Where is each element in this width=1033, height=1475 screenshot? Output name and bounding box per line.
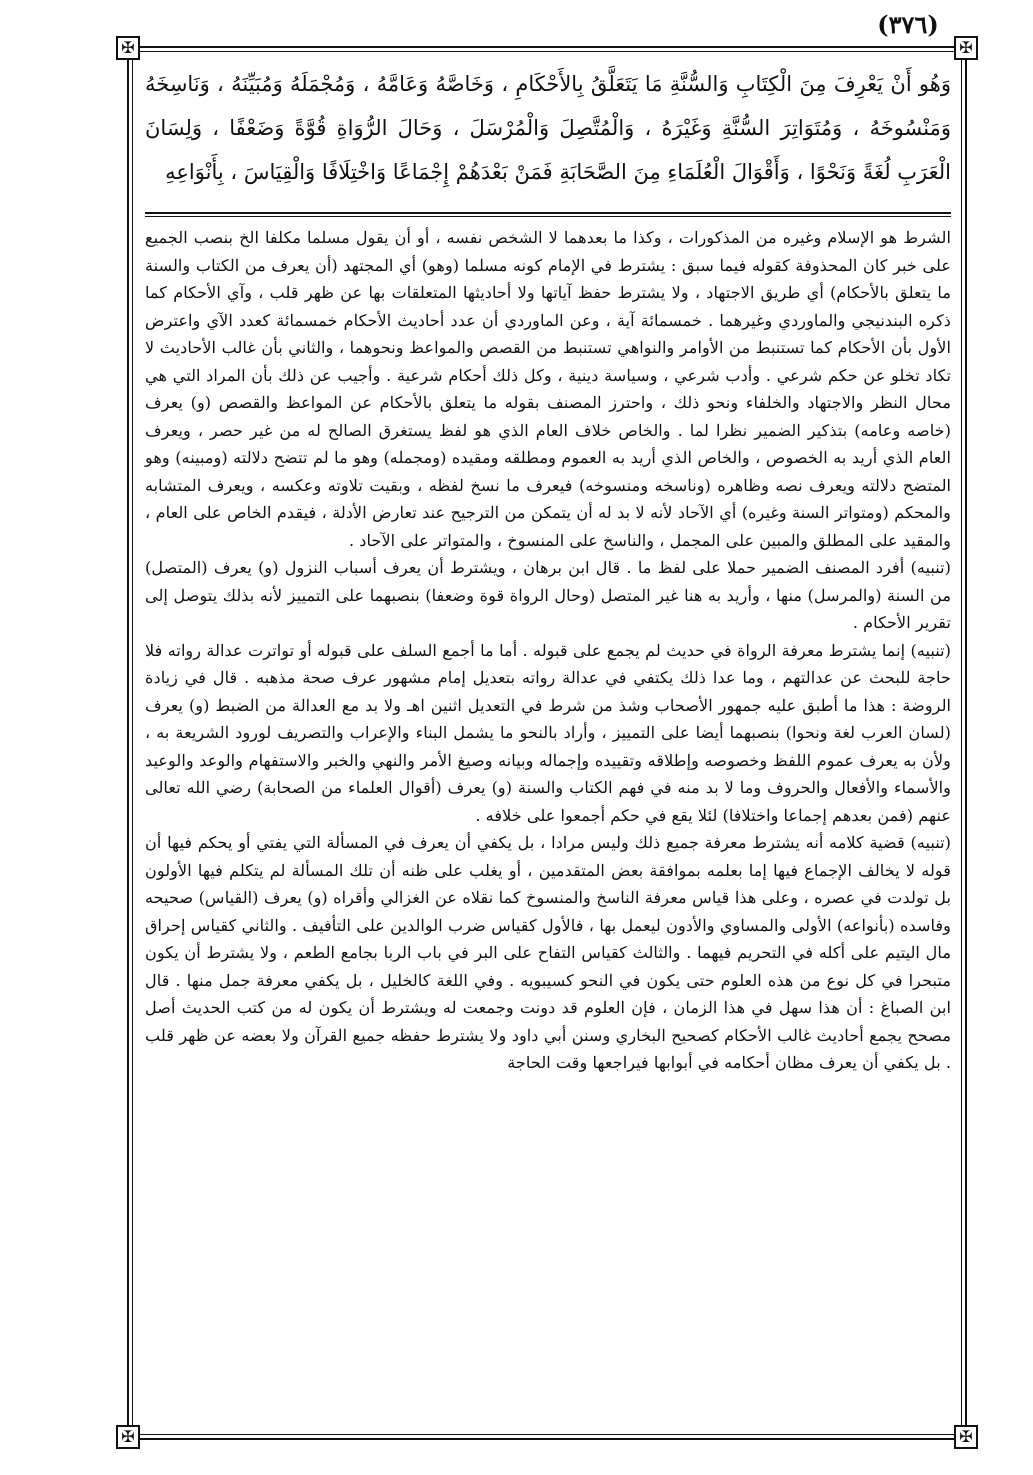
corner-ornament-icon: ✠	[116, 36, 140, 60]
section-divider	[145, 212, 951, 214]
page-number: (٣٧٦)	[877, 10, 939, 39]
matn-text	[145, 62, 951, 202]
section-divider	[145, 216, 951, 217]
corner-ornament-icon: ✠	[954, 36, 978, 60]
sharh-paragraph: الشرط هو الإسلام وغيره من المذكورات ، وكذا ما بعدهما لا الشخص نفسه ، أو أن يقول مسلما مكلفا الخ بنصب الجميع على خبر كان المحذوفة كقوله فيما سبق : يشترط في الإمام كونه مسلما (وهو) أي المجتهد (أن يعرف من الكتاب والسنة ما يتعلق بالأحكام) أي طريق الاجتهاد ، ولا يشترط حفظ آياتها ولا أحاديثها المتعلقات بها عن ظهر قلب ، وآي الأحكام كما ذكره البندنيجي والماوردي وغيرهما . خمسمائة آية ، وعن الماوردي أن عدد أحاديث الأحكام خمسمائة كعدد الآي واعترض الأول بأن الأحكام كما تستنبط من الأوامر والنواهي تستنبط من القصص والمواعظ ونحوهما ، والثاني بأن غالب الأحاديث لا تكاد تخلو عن حكم شرعي . وأدب شرعي ، وسياسة دينية ، وكل ذلك أحكام شرعية . وأجيب عن ذلك بأن المراد التي هي محال النظر والاجتهاد والخلفاء ونحو ذلك ، واحترز المصنف بقوله ما يتعلق بالأحكام عن المواعظ والقصص (و) يعرف (خاصه وعامه) بتذكير الضمير نظرا لما . والخاص خلاف العام الذي هو لفظ يستغرق الصالح له من غير حصر ، ويعرف العام الذي أريد به الخصوص ، والخاص الذي أريد به العموم ومطلقه ومقيده (ومجمله) وهو ما لم تتضح دلالته (ومبينه) وهو المتضح دلالته ويعرف نصه وظاهره (وناسخه ومنسوخه) فيعرف ما نسخ لفظه ، وبقيت تلاوته وعكسه ، ويعرف المتشابه والمحكم (ومتواتر السنة وغيره) أي الآحاد لأنه لا بد له أن يتمكن من الترجيح عند تعارض الأدلة ، فيقدم الخاص على العام ، والمقيد على المطلق والمبين على المجمل ، والناسخ على المنسوخ ، والمتواتر على الآحاد .	[145, 228, 951, 550]
corner-ornament-icon: ✠	[116, 1425, 140, 1449]
sharh-commentary	[145, 224, 951, 1077]
frame-top-rule	[140, 46, 954, 48]
sharh-paragraph: (تنبيه) إنما يشترط معرفة الرواة في حديث لم يجمع على قبوله . أما ما أجمع السلف على قبوله أو تواترت عدالة رواته فلا حاجة للبحث عن عدالتهم ، وما عدا ذلك يكتفي في عدالة رواته بتعديل إمام مشهور عرف صحة مذهبه . قال في زيادة الروضة : هذا ما أطبق عليه جمهور الأصحاب وشذ من شرط في التعديل اثنين اهـ ولا بد مع العدالة من الضبط (و) يعرف (لسان العرب لغة ونحوا) بنصبهما أيضا على التمييز ، وأراد بالنحو ما يشمل البناء والإعراب والتصريف لورود الشريعة به ، ولأن به يعرف عموم اللفظ وخصوصه وإطلاقه وتقييده وإجماله وبيانه وصيغ الأمر والنهي والخبر والاستفهام والوعد والوعيد والأسماء والأفعال والحروف وما لا بد منه في فهم الكتاب والسنة (و) يعرف (أقوال العلماء من الصحابة) رضي الله تعالى عنهم (فمن بعدهم إجماعا واختلافا) لئلا يقع في حكم أجمعوا على خلافه .	[145, 640, 951, 825]
frame-left-rule	[127, 60, 129, 1425]
frame-bottom-rule	[140, 1434, 954, 1435]
matn-paragraph: وَهُو أَنْ يَعْرِفَ مِنَ الْكِتَابِ وَالسُّنَّةِ مَا يَتَعَلَّقُ بِالأَحْكَامِ ، وَخَاصَّهُ وَعَامَّهُ ، وَمُجْمَلَهُ وَمُبَيِّنَهُ ، وَنَاسِخَهُ وَمَنْسُوخَهُ ، وَمُتَوَاتِرَ السُّنَّةِ وَغَيْرَهُ ، وَالْمُتَّصِلَ وَالْمُرْسَلَ ، وَحَالَ الرُّوَاةِ قُوَّةً وَضَعْفًا ، وَلِسَانَ الْعَرَبِ لُغَةً وَنَحْوًا ، وَأَقْوَالَ الْعُلَمَاءِ مِنَ الصَّحَابَةِ فَمَنْ بَعْدَهُمْ إِجْمَاعًا وَاخْتِلَافًا وَالْقِيَاسَ ، بِأَنْوَاعِهِ	[145, 72, 951, 184]
corner-ornament-icon: ✠	[954, 1425, 978, 1449]
frame-top-rule	[140, 51, 954, 52]
sharh-paragraph: (تنبيه) أفرد المصنف الضمير حملا على لفظ ما . قال ابن برهان ، ويشترط أن يعرف أسباب النزول (و) يعرف (المتصل) من السنة (والمرسل) منها ، وأريد به هنا غير المتصل (وحال الرواة قوة وضعفا) بنصبهما على التمييز لأنه بذلك يتوصل إلى تقرير الأحكام .	[145, 558, 951, 632]
frame-left-rule	[132, 60, 133, 1425]
frame-right-rule	[965, 60, 967, 1425]
frame-bottom-rule	[140, 1438, 954, 1440]
sharh-paragraph: (تنبيه) قضية كلامه أنه يشترط معرفة جميع ذلك وليس مرادا ، بل يكفي أن يعرف في المسألة التي يفتي أو يحكم فيها أن قوله لا يخالف الإجماع فيها إما بعلمه بموافقة بعض المتقدمين ، أو يغلب على ظنه أن تلك المسألة لم يتكلم فيها الأولون بل تولدت في عصره ، وعلى هذا قياس معرفة الناسخ والمنسوخ كما نقلاه عن الغزالي وأقراه (و) يعرف (القياس) صحيحه وفاسده (بأنواعه) الأولى والمساوي والأدون ليعمل بها ، فالأول كقياس ضرب الوالدين على التأفيف . والثاني كقياس إحراق مال اليتيم على أكله في التحريم فيهما . والثالث كقياس التفاح على البر في باب الربا بجامع الطعم ، ولا يشترط أن يكون متبحرا في كل نوع من هذه العلوم حتى يكون في النحو كسيبويه . وفي اللغة كالخليل ، بل يكفي معرفة جمل منها . قال ابن الصباغ : أن هذا سهل في هذا الزمان ، فإن العلوم قد دونت وجمعت له ويشترط أن يكون له من كتب الحديث أصل مصحح يجمع أحاديث غالب الأحكام كصحيح البخاري وسنن أبي داود ولا يشترط حفظه جميع القرآن ولا بعضه عن ظهر قلب . بل يكفي أن يعرف مظان أحكامه في أبوابها فيراجعها وقت الحاجة	[145, 833, 951, 1072]
frame-right-rule	[961, 60, 962, 1425]
